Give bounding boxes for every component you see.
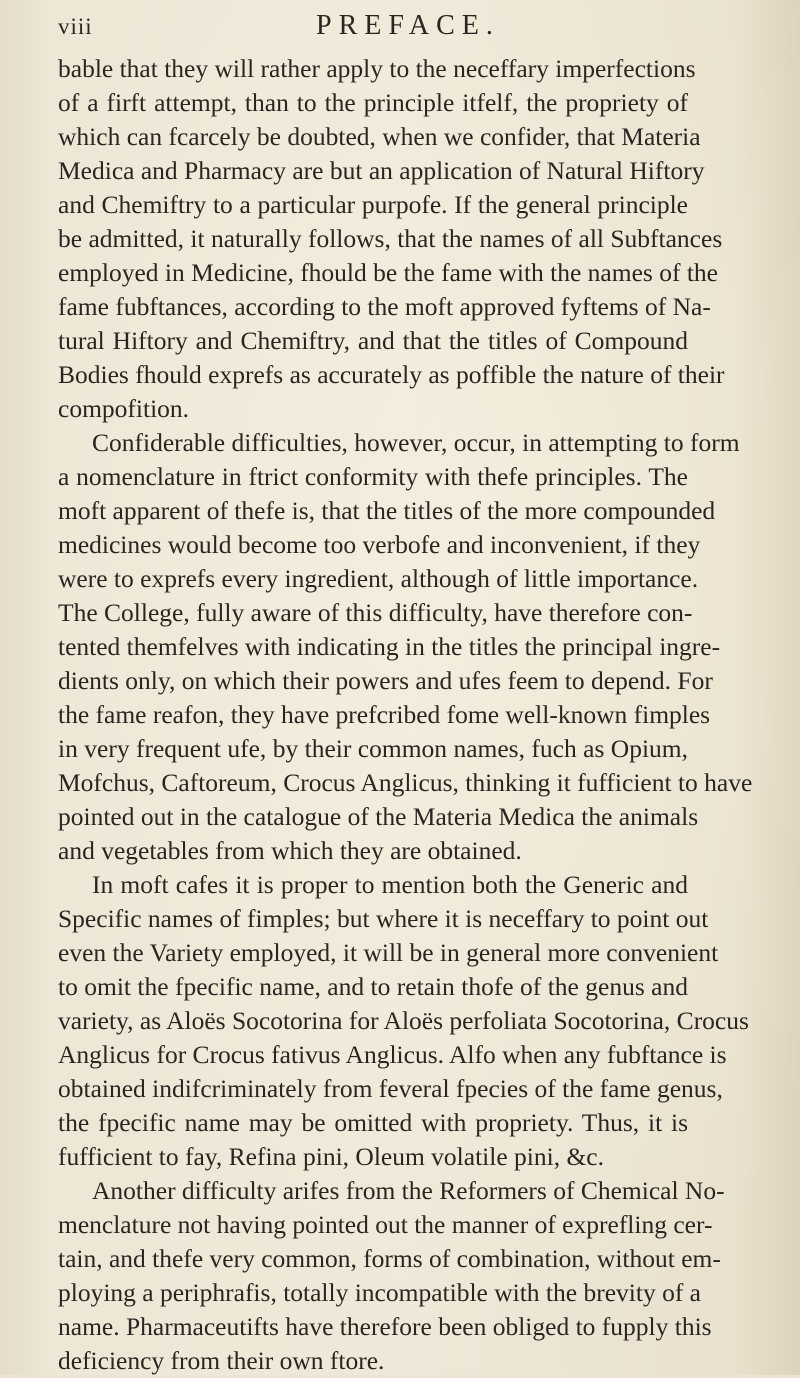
text-line: Mofchus, Caftoreum, Crocus Anglicus, thinking it fufficient to have — [58, 768, 753, 797]
text-line: Specific names of fimples; but where it is neceffary to point out — [58, 904, 709, 933]
page-number: viii — [58, 14, 93, 39]
text-line: dients only, on which their powers and ufes feem to depend. For — [58, 666, 713, 695]
text-line: ploying a periphrafis, totally incompatible with the brevity of a — [58, 1278, 702, 1307]
text-line: medicines would become too verbofe and inconvenient, if they — [58, 530, 701, 559]
body-text — [58, 52, 753, 1378]
text-line: variety, as Aloës Socotorina for Aloës perfoliata Socotorina, Crocus — [58, 1006, 749, 1035]
text-line: of a firft attempt, than to the principle itfelf, the propriety of — [58, 88, 688, 117]
text-line: Confiderable difficulties, however, occur, in attempting to form — [92, 428, 740, 457]
text-line: the fpecific name may be omitted with propriety. Thus, it is — [58, 1108, 688, 1137]
text-line: compofition. — [58, 394, 190, 423]
text-line: tain, and thefe very common, forms of combination, without em- — [58, 1244, 721, 1273]
text-line: and Chemiftry to a particular purpofe. If the general principle — [58, 190, 688, 219]
text-line: deficiency from their own ftore. — [58, 1346, 385, 1375]
text-line: Anglicus for Crocus fativus Anglicus. Alfo when any fubftance is — [58, 1040, 727, 1069]
text-line: even the Variety employed, it will be in general more convenient — [58, 938, 719, 967]
text-line: tented themfelves with indicating in the titles the principal ingre- — [58, 632, 721, 661]
text-line: were to exprefs every ingredient, although of little importance. — [58, 564, 699, 593]
text-line: bable that they will rather apply to the neceffary imperfections — [58, 54, 696, 83]
text-line: the fame reafon, they have prefcribed fome well-known fimples — [58, 700, 711, 729]
text-line: a nomenclature in ftrict conformity with thefe principles. The — [58, 462, 688, 491]
text-line: Medica and Pharmacy are but an application of Natural Hiftory — [58, 156, 705, 185]
text-line: employed in Medicine, fhould be the fame with the names of the — [58, 258, 718, 287]
text-line: menclature not having pointed out the manner of exprefling cer- — [58, 1210, 713, 1239]
text-line: pointed out in the catalogue of the Materia Medica the animals — [58, 802, 699, 831]
text-line: which can fcarcely be doubted, when we confider, that Materia — [58, 122, 701, 151]
text-line: Another difficulty arifes from the Reformers of Chemical No- — [92, 1176, 725, 1205]
text-line: moft apparent of thefe is, that the titles of the more compounded — [58, 496, 716, 525]
page-header — [58, 8, 678, 44]
text-line: to omit the fpecific name, and to retain thofe of the genus and — [58, 972, 688, 1001]
text-line: and vegetables from which they are obtained. — [58, 836, 522, 865]
text-line: tural Hiftory and Chemiftry, and that the titles of Compound — [58, 326, 688, 355]
running-head: PREFACE. — [316, 10, 500, 41]
text-line: The College, fully aware of this difficulty, have therefore con- — [58, 598, 693, 627]
text-line: name. Pharmaceutifts have therefore been obliged to fupply this — [58, 1312, 712, 1341]
text-line: fufficient to fay, Refina pini, Oleum volatile pini, &c. — [58, 1142, 604, 1171]
text-line: be admitted, it naturally follows, that the names of all Subftances — [58, 224, 723, 253]
text-line: in very frequent ufe, by their common names, fuch as Opium, — [58, 734, 688, 763]
text-line: fame fubftances, according to the moft approved fyftems of Na- — [58, 292, 711, 321]
text-line: obtained indifcriminately from feveral fpecies of the fame genus, — [58, 1074, 723, 1103]
text-line: In moft cafes it is proper to mention both the Generic and — [92, 870, 688, 899]
text-line: Bodies fhould exprefs as accurately as poffible the nature of their — [58, 360, 725, 389]
